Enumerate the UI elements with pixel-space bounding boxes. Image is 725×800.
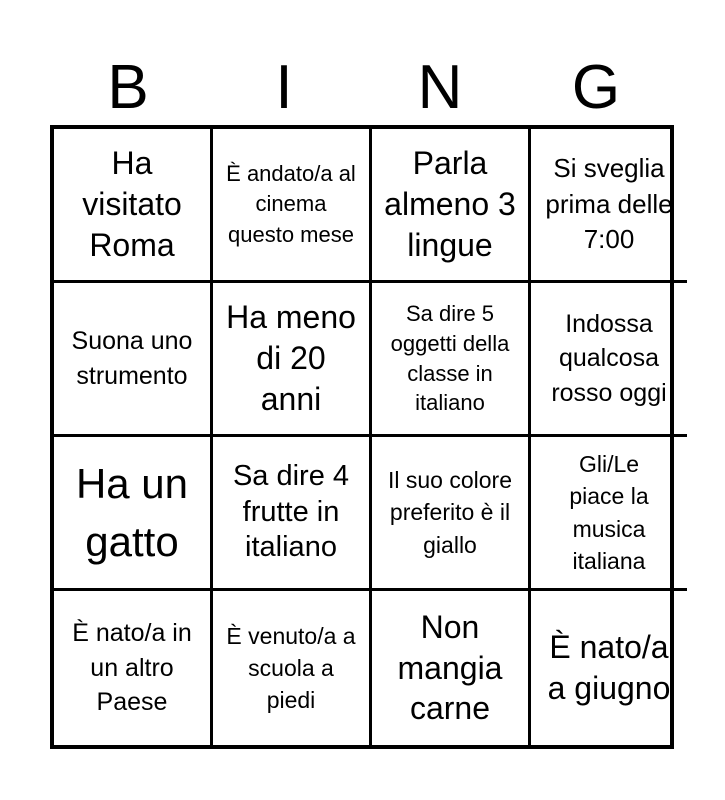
cell-text: È venuto/a a scuola a piedi (226, 622, 356, 714)
cell-text: Indossa qualcosa rosso oggi (551, 309, 667, 407)
bingo-cell[interactable] (372, 437, 531, 591)
cell-text: È nato/a a giugno (547, 629, 671, 706)
cell-text: Parla almeno 3 lingue (384, 145, 516, 263)
cell-text: Il suo colore preferito è il giallo (387, 467, 512, 558)
cell-text: Si sveglia prima delle 7:00 (545, 152, 673, 255)
cell-text: Sa dire 5 oggetti della classe in italiano (390, 300, 510, 416)
title-letter-n: N (417, 53, 463, 122)
title-letter-b: B (107, 53, 149, 122)
bingo-cell[interactable] (54, 591, 213, 745)
bingo-cell[interactable] (531, 591, 687, 745)
cell-text: Ha meno di 20 anni (226, 299, 356, 417)
bingo-board (50, 125, 674, 749)
cell-text: Suona uno strumento (71, 327, 193, 390)
cell-text: Ha visitato Roma (82, 145, 182, 263)
cell-text: Sa dire 4 frutte in italiano (232, 459, 350, 564)
cell-text: È nato/a in un altro Paese (72, 619, 192, 717)
bingo-cell[interactable] (372, 283, 531, 437)
bingo-cell[interactable] (372, 129, 531, 283)
bingo-cell[interactable] (372, 591, 531, 745)
bingo-cell[interactable] (531, 283, 687, 437)
cell-text: Ha un gatto (75, 459, 189, 565)
bingo-cell[interactable] (531, 129, 687, 283)
bingo-cell[interactable] (213, 591, 372, 745)
bingo-cell[interactable] (213, 283, 372, 437)
bingo-title (50, 52, 674, 124)
bingo-cell[interactable] (213, 129, 372, 283)
title-letter-i: I (275, 53, 293, 122)
bingo-cell[interactable] (54, 437, 213, 591)
cell-text: Non mangia carne (397, 608, 503, 727)
cell-text: Gli/Le piace la musica italiana (569, 451, 649, 574)
bingo-cell[interactable] (54, 283, 213, 437)
title-letter-g: G (571, 53, 621, 122)
bingo-cell[interactable] (213, 437, 372, 591)
bingo-cell[interactable] (54, 129, 213, 283)
bingo-cell[interactable] (531, 437, 687, 591)
cell-text: È andato/a al cinema questo mese (226, 161, 356, 247)
